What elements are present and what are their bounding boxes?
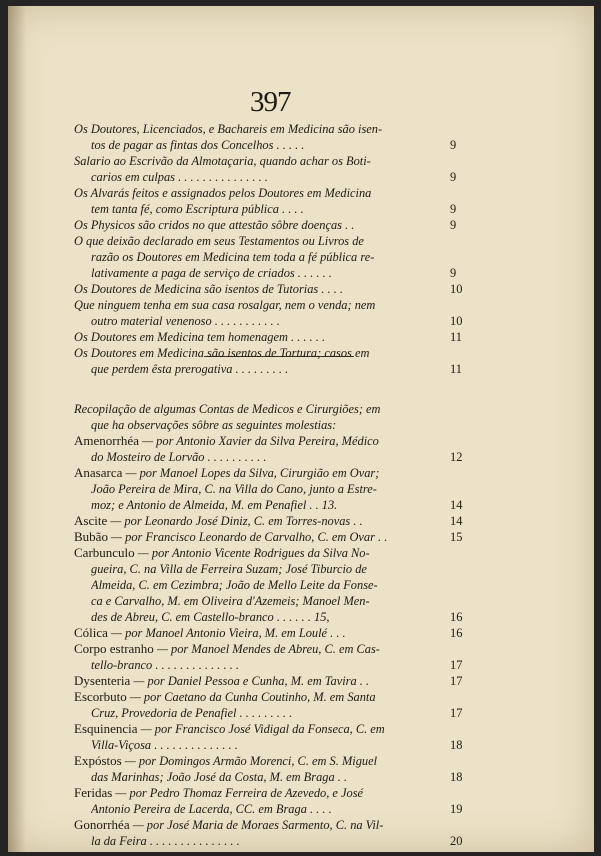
entry-text: — por Francisco José Vidigal da Fonseca, C. em	[137, 722, 385, 736]
entry-text: — por Antonio Vicente Rodrigues da Silva No-	[134, 546, 370, 560]
index-line	[91, 313, 448, 329]
index-line	[91, 417, 448, 433]
disease-term: Ascite	[74, 513, 108, 528]
entry-text: que perdem êsta prerogativa . . . . . . . . .	[91, 362, 289, 376]
disease-term: Bubão	[74, 529, 108, 544]
page-reference: 12	[450, 450, 463, 464]
index-line	[91, 577, 448, 593]
entry-text: Os Doutores em Medicina são isentos de Tortura; casos em	[74, 346, 370, 360]
page-number: 397	[250, 86, 291, 118]
index-line	[74, 153, 448, 169]
disease-term: Corpo estranho	[74, 641, 154, 656]
page-reference: 9	[450, 170, 457, 184]
entry-text: — por Manoel Mendes de Abreu, C. em Cas-	[153, 642, 380, 656]
disease-term: Carbunculo	[74, 545, 135, 560]
index-line	[91, 769, 448, 785]
entry-text: Antonio Pereira de Lacerda, CC. em Braga . . . .	[91, 802, 332, 816]
index-line	[74, 625, 448, 641]
index-line	[74, 217, 448, 233]
index-line	[91, 561, 448, 577]
index-line	[74, 329, 448, 345]
entry-text: — por Leonardo José Diniz, C. em Torres-novas . .	[107, 514, 363, 528]
index-line	[74, 465, 448, 481]
entry-text: la da Feira . . . . . . . . . . . . . . .	[91, 834, 240, 848]
entry-text: Os Doutores, Licenciados, e Bachareis em Medicina são isen-	[74, 122, 383, 136]
entry-text: carios em culpas . . . . . . . . . . . . . . .	[91, 170, 268, 184]
index-line	[74, 817, 448, 833]
index-line	[74, 281, 448, 297]
index-line	[91, 737, 448, 753]
disease-term: Escorbuto	[74, 689, 127, 704]
entry-text: Almeida, C. em Cezimbra; João de Mello Leite da Fonse-	[91, 578, 378, 592]
index-line	[74, 401, 448, 417]
index-line	[74, 641, 448, 657]
entry-text: Salario ao Escrivão da Almotaçaria, quando achar os Boti-	[74, 154, 371, 168]
index-line	[74, 121, 448, 137]
page-reference: 14	[450, 498, 463, 512]
index-line	[91, 169, 448, 185]
entry-text: João Pereira de Mira, C. na Villa do Cano, junto a Estre-	[91, 482, 377, 496]
index-line	[74, 785, 448, 801]
page-reference: 9	[450, 202, 457, 216]
entry-text: — por Antonio Xavier da Silva Pereira, Médico	[138, 434, 379, 448]
index-line	[91, 249, 448, 265]
disease-term: Amenorrhéa	[74, 433, 139, 448]
index-line	[91, 361, 448, 377]
entry-text: des de Abreu, C. em Castello-branco . . . . . . 15,	[91, 610, 330, 624]
disease-term: Cólica	[74, 625, 108, 640]
index-line	[91, 449, 448, 465]
entry-text: tello-branco . . . . . . . . . . . . . .	[91, 658, 239, 672]
disease-term: Anasarca	[74, 465, 123, 480]
entry-text: — por Francisco Leonardo de Carvalho, C. em Ovar . .	[107, 530, 388, 544]
page-reference: 14	[450, 514, 463, 528]
entry-text: outro material venenoso . . . . . . . . . . .	[91, 314, 280, 328]
entry-text: Os Alvarás feitos e assignados pelos Doutores em Medicina	[74, 186, 372, 200]
disease-term: Esquinencia	[74, 721, 138, 736]
entry-text: moz; e Antonio de Almeida, M. em Penafiel . . 13.	[91, 498, 338, 512]
index-line	[74, 529, 448, 545]
index-line	[74, 233, 448, 249]
page-reference: 17	[450, 674, 463, 688]
index-line	[74, 721, 448, 737]
entry-text: das Marinhas; João José da Costa, M. em Braga . .	[91, 770, 348, 784]
entry-text: — por Domingos Armão Morenci, C. em S. Miguel	[121, 754, 378, 768]
entry-text: — por Daniel Pessoa e Cunha, M. em Tavira . .	[130, 674, 370, 688]
page-reference: 10	[450, 314, 463, 328]
page-reference: 17	[450, 658, 463, 672]
entry-text: tem tanta fé, como Escriptura pública . . . .	[91, 202, 304, 216]
index-line	[74, 345, 448, 361]
entry-text: razão os Doutores em Medicina tem toda a fé pública re-	[91, 250, 375, 264]
entry-text: — por Pedro Thomaz Ferreira de Azevedo, e José	[112, 786, 364, 800]
disease-term: Dysenteria	[74, 673, 131, 688]
page-reference: 11	[450, 330, 462, 344]
index-line	[91, 657, 448, 673]
index-line	[91, 201, 448, 217]
index-line	[91, 497, 448, 513]
entry-text: tos de pagar as fintas dos Concelhos . . . . .	[91, 138, 305, 152]
index-line	[91, 705, 448, 721]
page-gutter	[8, 6, 26, 852]
index-line	[91, 137, 448, 153]
entry-text: Recopilação de algumas Contas de Medicos e Cirurgiões; em	[74, 402, 381, 416]
page-reference: 18	[450, 770, 463, 784]
entry-text: Cruz, Provedoria de Penafiel . . . . . . . . .	[91, 706, 293, 720]
page-reference: 18	[450, 738, 463, 752]
book-page	[8, 6, 594, 852]
index-line	[91, 609, 448, 625]
index-line	[74, 297, 448, 313]
page-reference: 16	[450, 626, 463, 640]
entry-text: — por José Maria de Moraes Sarmento, C. na Vil-	[129, 818, 384, 832]
entry-text: Villa-Viçosa . . . . . . . . . . . . . .	[91, 738, 238, 752]
page-reference: 10	[450, 282, 463, 296]
index-line	[74, 545, 448, 561]
entry-text: Que ninguem tenha em sua casa rosalgar, nem o venda; nem	[74, 298, 376, 312]
entry-text: Os Doutores em Medicina tem homenagem . . . . . .	[74, 330, 326, 344]
entry-text: lativamente a paga de serviço de criados . . . . . .	[91, 266, 332, 280]
entry-text: que ha observações sôbre as seguintes molestias:	[91, 418, 337, 432]
index-line	[91, 833, 448, 849]
disease-term: Feridas	[74, 785, 113, 800]
entry-text: — por Manoel Lopes da Silva, Cirurgião em Ovar;	[122, 466, 380, 480]
page-reference: 15	[450, 530, 463, 544]
entry-text: O que deixão declarado em seus Testamentos ou Livros de	[74, 234, 364, 248]
page-reference: 16	[450, 610, 463, 624]
index-line	[74, 513, 448, 529]
entry-text: — por Caetano da Cunha Coutinho, M. em Santa	[126, 690, 376, 704]
page-reference: 11	[450, 362, 462, 376]
index-line	[74, 753, 448, 769]
entry-text: — por Manoel Antonio Vieira, M. em Loulé . . .	[107, 626, 346, 640]
entry-text: Os Doutores de Medicina são isentos de Tutorias . . . .	[74, 282, 344, 296]
entry-text: gueira, C. na Villa de Ferreira Suzam; José Tiburcio de	[91, 562, 367, 576]
index-line	[91, 265, 448, 281]
entry-text: Os Physicos são cridos no que attestão sôbre doenças . .	[74, 218, 355, 232]
index-line	[74, 433, 448, 449]
index-line	[91, 801, 448, 817]
entry-text: do Mosteiro de Lorvão . . . . . . . . . .	[91, 450, 267, 464]
index-line	[74, 185, 448, 201]
page-reference: 17	[450, 706, 463, 720]
page-reference: 20	[450, 834, 463, 848]
index-line	[91, 593, 448, 609]
page-reference: 9	[450, 266, 457, 280]
entry-text: ca e Carvalho, M. em Oliveira d'Azemeis; Manoel Men-	[91, 594, 370, 608]
index-line	[74, 689, 448, 705]
page-reference: 9	[450, 218, 457, 232]
disease-term: Gonorrhéa	[74, 817, 130, 832]
page-reference: 9	[450, 138, 457, 152]
index-line	[91, 481, 448, 497]
index-line	[74, 673, 448, 689]
disease-term: Expóstos	[74, 753, 122, 768]
page-reference: 19	[450, 802, 463, 816]
